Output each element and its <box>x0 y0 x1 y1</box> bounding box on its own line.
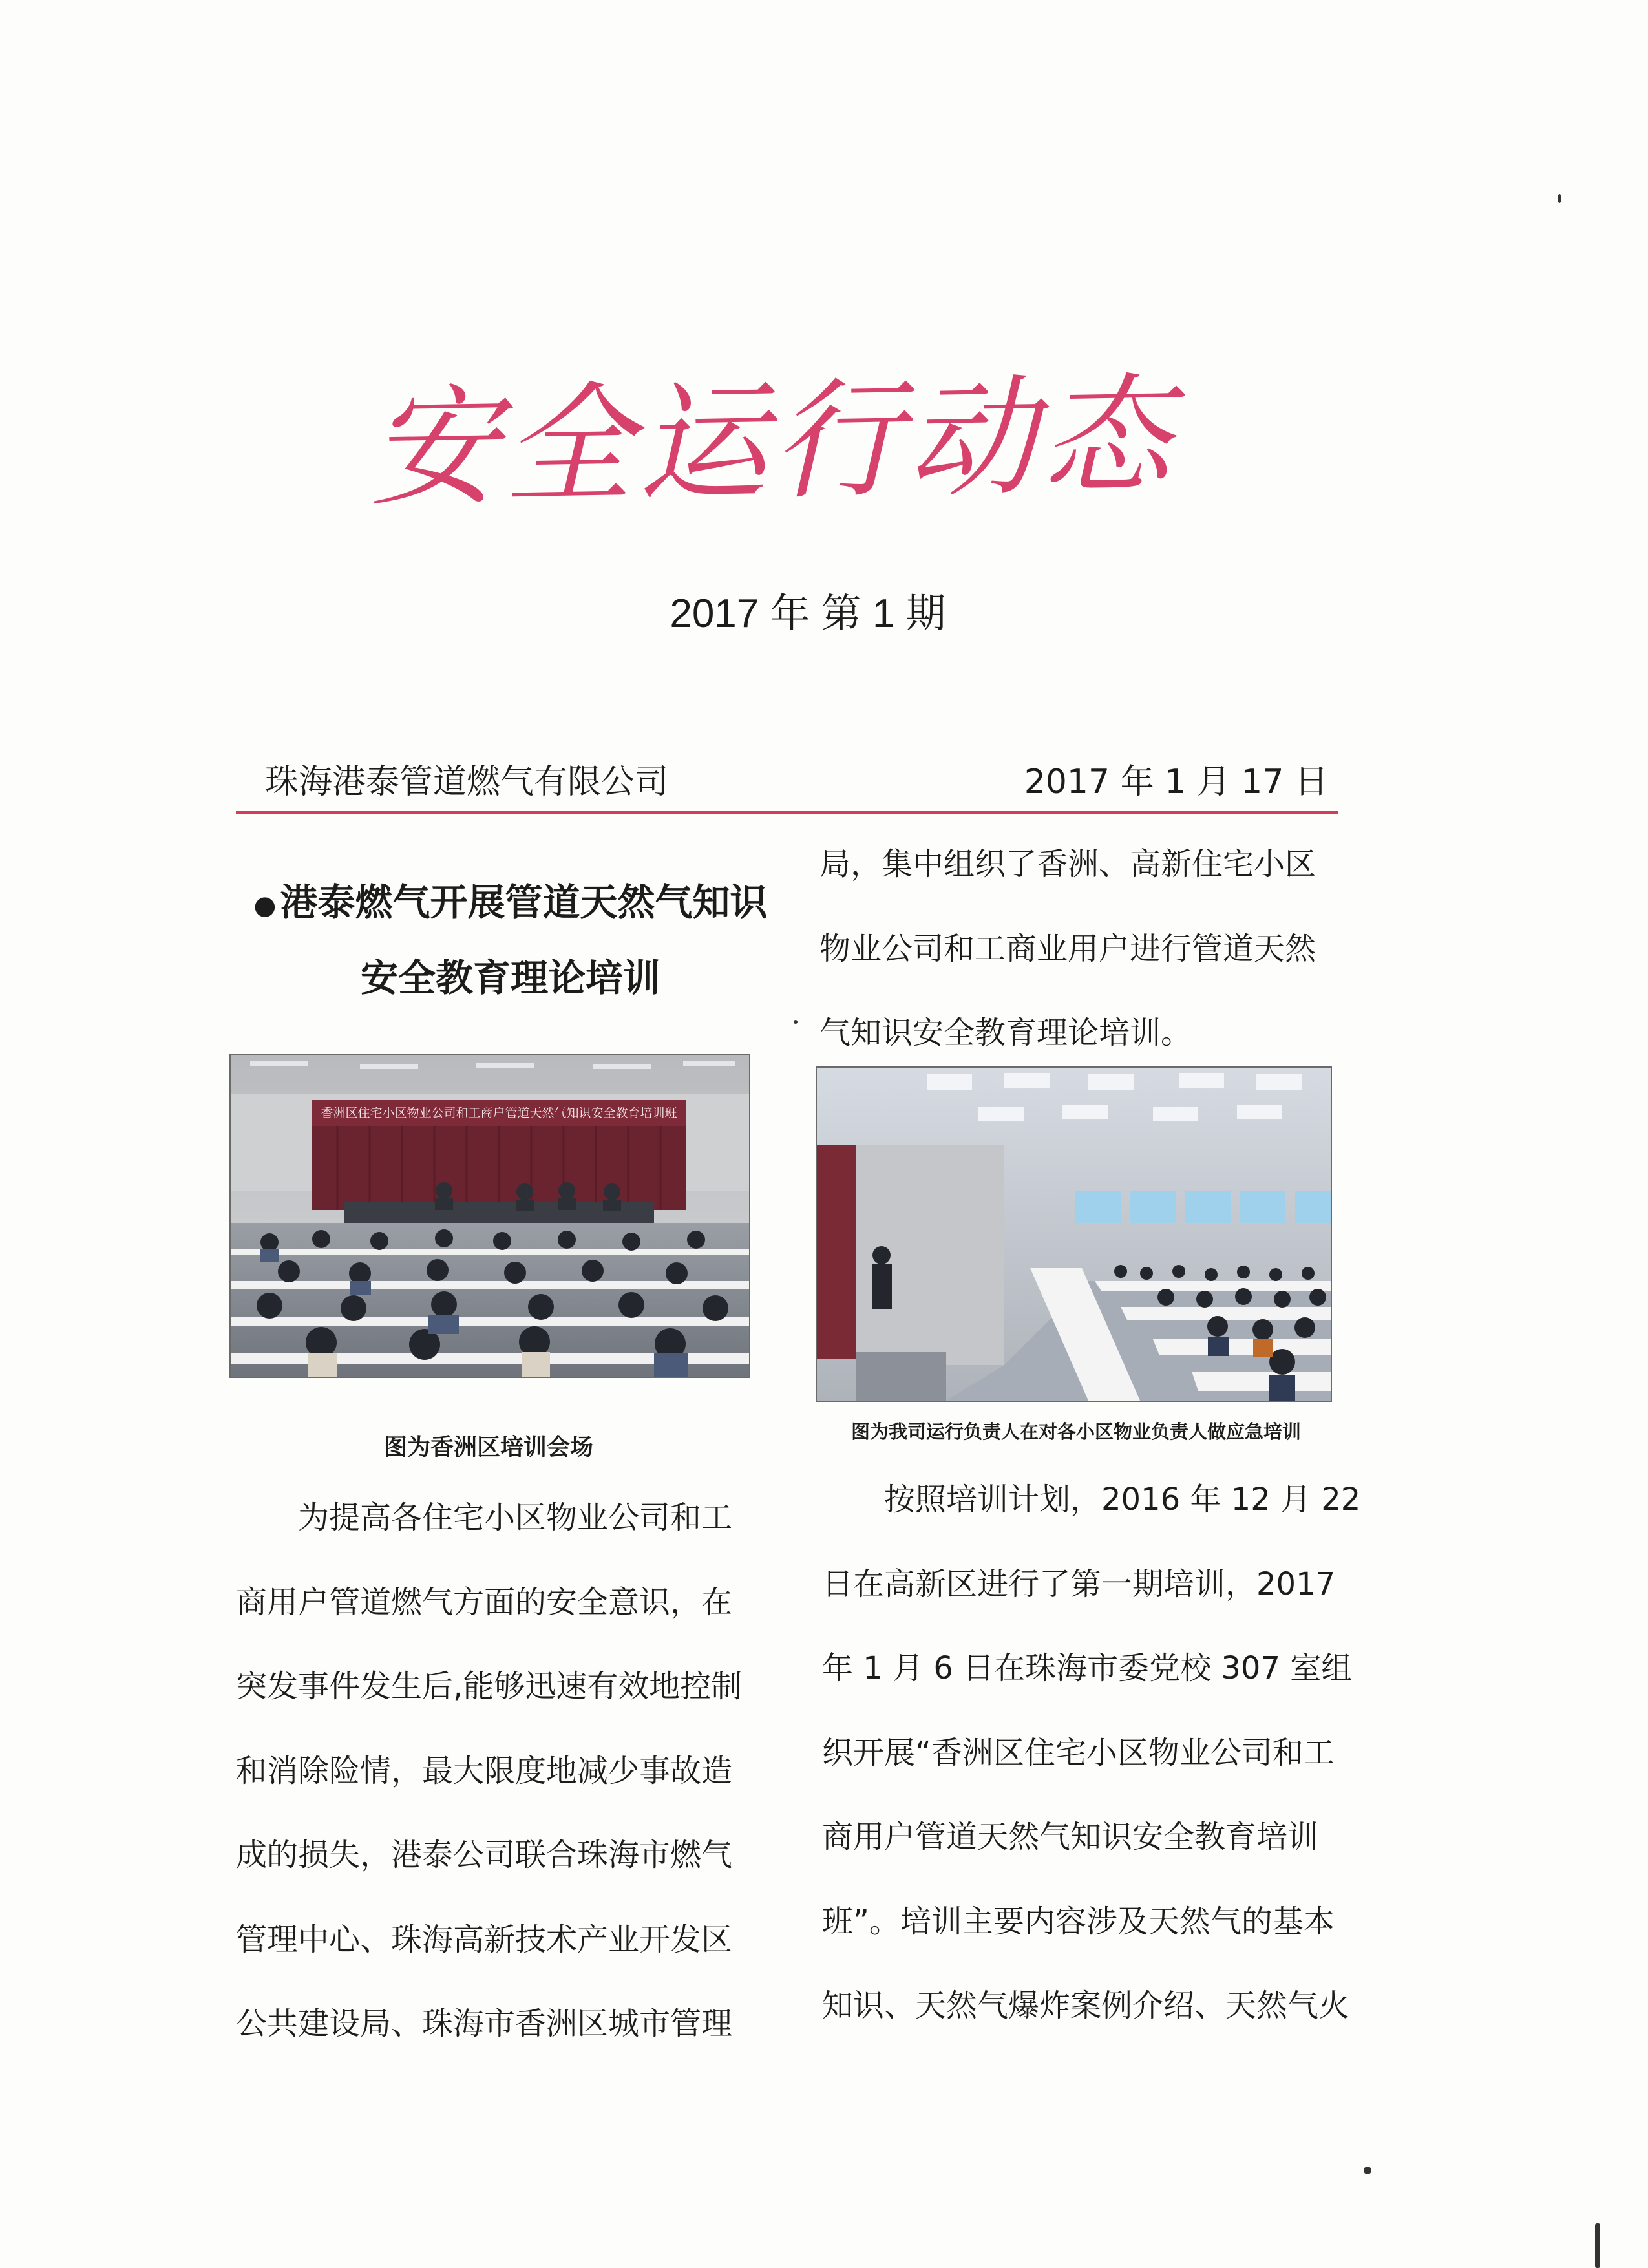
text-line: 气知识安全教育理论培训。 <box>819 1015 1192 1051</box>
header-divider <box>236 811 1338 814</box>
text-line: 日在高新区进行了第一期培训，2017 <box>822 1565 1336 1602</box>
emergency-training-photo <box>816 1066 1332 1402</box>
scan-speck <box>1364 2167 1371 2174</box>
text-line: 织开展“香洲区住宅小区物业公司和工 <box>822 1734 1335 1771</box>
issue-number: 2017 年 第 1 期 <box>670 591 946 636</box>
text-line: 为提高各住宅小区物业公司和工 <box>298 1500 733 1536</box>
article-text-left <box>236 1476 805 2066</box>
text-line: 年 1 月 6 日在珠海市委党校 307 室组 <box>822 1650 1353 1686</box>
article-headline <box>239 866 782 1014</box>
text-line: 局，集中组织了香洲、高新住宅小区 <box>819 846 1316 882</box>
venue-banner-text: 香洲区住宅小区物业公司和工商户管道天然气知识安全教育培训班 <box>321 1106 677 1120</box>
bullet-icon: ● <box>253 890 277 920</box>
text-line: 知识、天然气爆炸案例介绍、天然气火 <box>822 1987 1350 2024</box>
text-line: 和消除险情，最大限度地减少事故造 <box>236 1752 733 1789</box>
headline-line-1: ● 港泰燃气开展管道天然气知识 <box>253 880 768 924</box>
text-line: 商用户管道燃气方面的安全意识，在 <box>236 1584 733 1620</box>
publisher-name: 珠海港泰管道燃气有限公司 <box>265 763 669 801</box>
publish-date: 2017 年 1 月 17 日 <box>1024 763 1328 801</box>
photo1-caption: 图为香洲区培训会场 <box>383 1434 593 1461</box>
text-line: 按照培训计划，2016 年 12 月 22 <box>884 1481 1361 1518</box>
headline-line-2: 安全教育理论培训 <box>360 956 660 1000</box>
text-line: 商用户管道天然气知识安全教育培训 <box>822 1819 1319 1855</box>
text-line: 公共建设局、珠海市香洲区城市管理 <box>236 2006 733 2042</box>
article-text-right-top <box>819 822 1388 1076</box>
scan-edge-mark <box>1595 2223 1600 2268</box>
text-line: 班”。培训主要内容涉及天然气的基本 <box>822 1903 1335 1940</box>
training-venue-illustration <box>231 1055 749 1377</box>
photo2-caption: 图为我司运行负责人在对各小区物业负责人做应急培训 <box>850 1421 1301 1443</box>
text-line: 物业公司和工商业用户进行管道天然 <box>819 930 1316 967</box>
text-line: 管理中心、珠海高新技术产业开发区 <box>236 1921 733 1958</box>
scan-speck <box>1558 194 1561 203</box>
text-line: 突发事件发生后,能够迅速有效地控制 <box>236 1668 743 1704</box>
article-text-right-bottom <box>822 1457 1391 2048</box>
scan-speck <box>794 1020 798 1024</box>
masthead-title: 安全运行动态 <box>368 360 1177 525</box>
text-line: 成的损失，港泰公司联合珠海市燃气 <box>236 1837 733 1873</box>
emergency-training-illustration <box>817 1068 1331 1401</box>
training-venue-photo <box>229 1054 750 1378</box>
